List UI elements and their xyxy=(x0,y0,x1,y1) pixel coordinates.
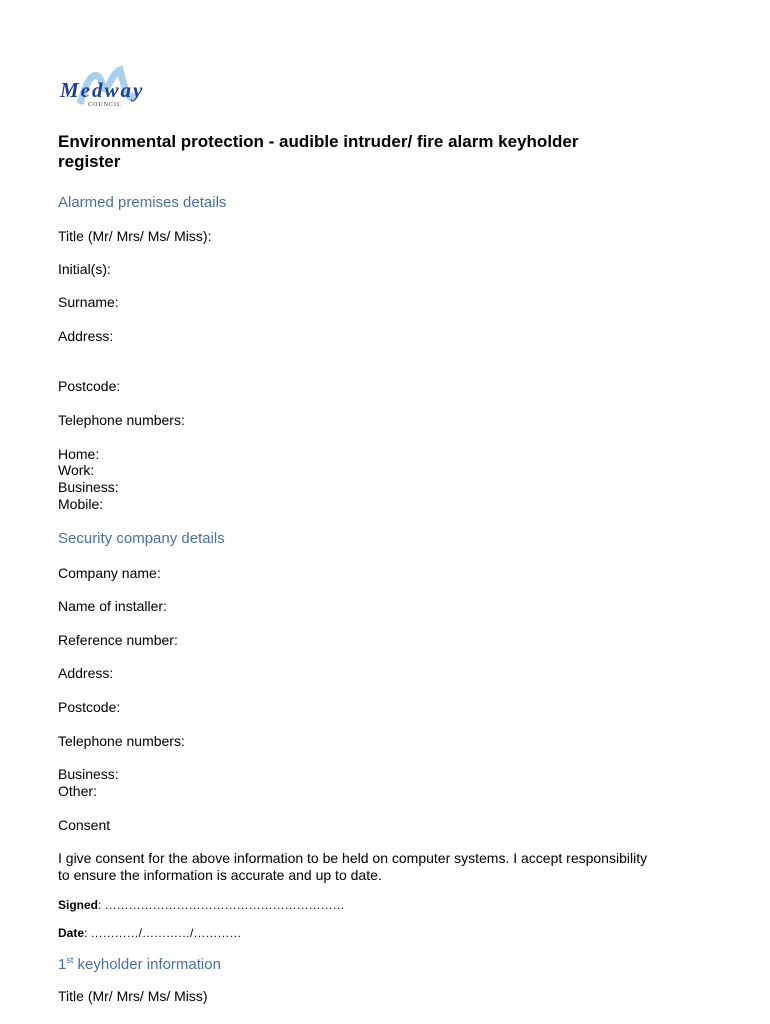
premises-mobile-label: Mobile: xyxy=(58,496,104,512)
premises-address-label: Address: xyxy=(58,328,114,344)
section-heading-security: Security company details xyxy=(58,530,225,547)
date-dots: : …………/…………/………… xyxy=(84,926,242,940)
section-heading-keyholder xyxy=(58,956,221,973)
premises-surname-label: Surname: xyxy=(58,294,119,310)
date-label: Date xyxy=(58,926,85,940)
premises-business-label: Business: xyxy=(58,479,119,495)
consent-text: I give consent for the above information to be held on computer systems. I accept responsibility to ensure the information is accurate and up to date. xyxy=(58,850,648,883)
premises-postcode-label: Postcode: xyxy=(58,378,121,394)
premises-work-label: Work: xyxy=(58,462,95,478)
signed-dots: : …………………………………………………… xyxy=(98,898,345,912)
premises-phones-label: Telephone numbers: xyxy=(58,412,185,428)
consent-heading: Consent xyxy=(58,817,111,833)
signed-line xyxy=(58,897,345,914)
security-company-label: Company name: xyxy=(58,565,161,581)
premises-initials-label: Initial(s): xyxy=(58,261,111,277)
logo-wordmark: Medway xyxy=(60,78,145,102)
premises-home-label: Home: xyxy=(58,446,100,462)
keyholder-title-label: Title (Mr/ Mrs/ Ms/ Miss) xyxy=(58,988,208,1004)
keyholder-heading-text: keyholder information xyxy=(73,956,221,973)
page-title: Environmental protection - audible intruder/ fire alarm keyholder register xyxy=(58,132,579,171)
signed-label: Signed xyxy=(58,898,99,912)
security-postcode-label: Postcode: xyxy=(58,699,121,715)
keyholder-heading-number: 1 xyxy=(58,956,67,973)
security-installer-label: Name of installer: xyxy=(58,598,167,614)
security-reference-label: Reference number: xyxy=(58,632,178,648)
keyholder-heading-suffix: st xyxy=(66,955,74,965)
section-heading-premises: Alarmed premises details xyxy=(58,194,227,211)
security-phones-label: Telephone numbers: xyxy=(58,733,185,749)
security-other-label: Other: xyxy=(58,783,97,799)
logo-subtitle: COUNCIL xyxy=(88,102,122,108)
premises-title-label: Title (Mr/ Mrs/ Ms/ Miss): xyxy=(58,228,212,244)
medway-logo xyxy=(58,64,162,114)
date-line xyxy=(58,925,241,942)
security-business-label: Business: xyxy=(58,766,119,782)
security-address-label: Address: xyxy=(58,665,114,681)
